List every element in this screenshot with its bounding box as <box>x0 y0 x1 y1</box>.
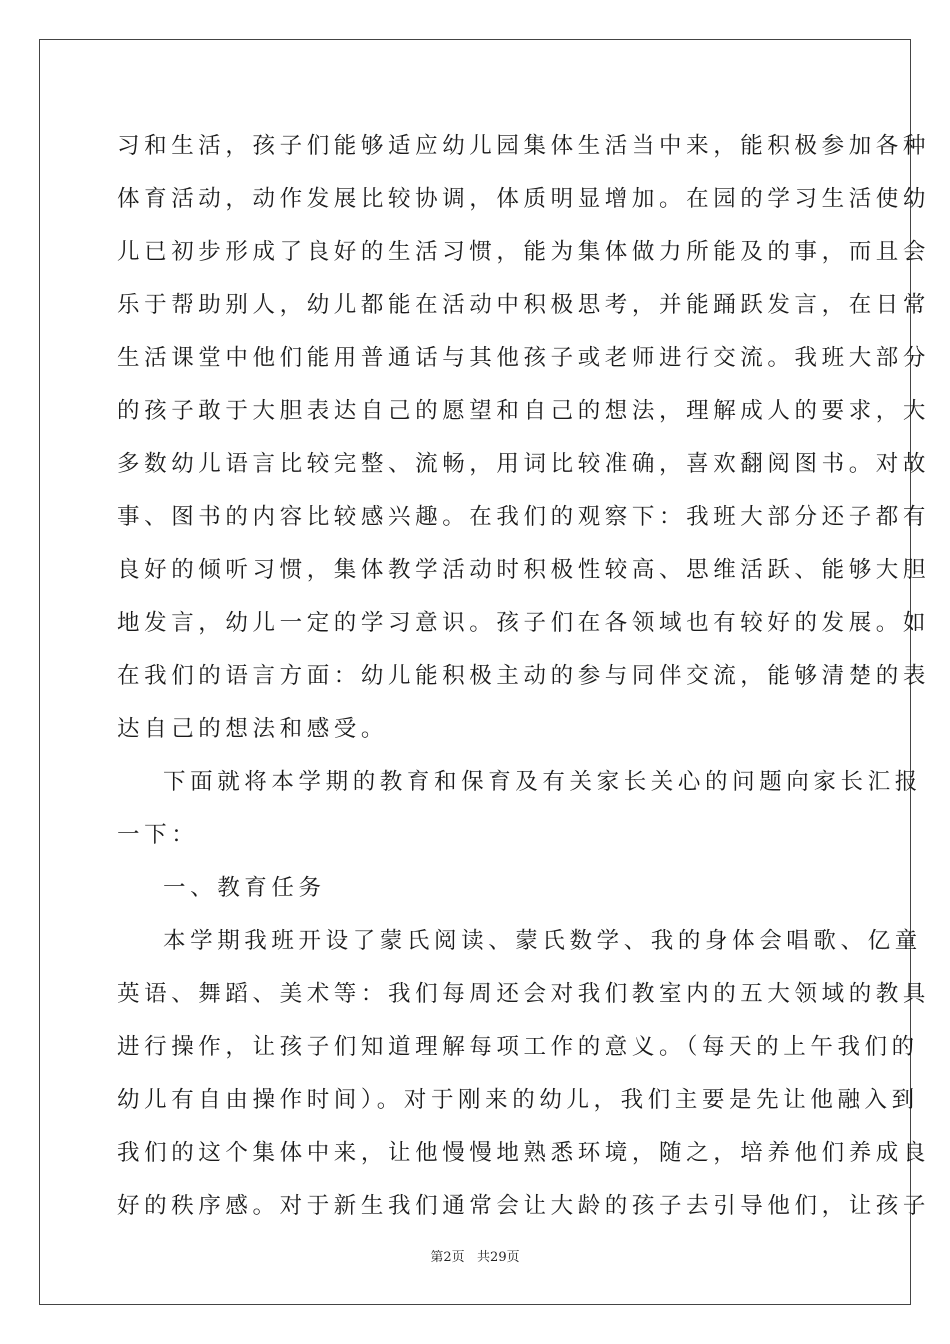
text-line: 一、教育任务 <box>163 875 326 901</box>
text-line: 进行操作，让孩子们知道理解每项工作的意义。（每天的上午我们的 <box>117 1034 919 1060</box>
text-line: 儿已初步形成了良好的生活习惯，能为集体做力所能及的事，而且会 <box>117 239 931 265</box>
text-line: 达自己的想法和感受。 <box>117 716 389 742</box>
text-line: 的孩子敢于大胆表达自己的愿望和自己的想法，理解成人的要求，大 <box>117 398 931 424</box>
text-line: 一下： <box>117 822 199 848</box>
text-line: 英语、舞蹈、美术等：我们每周还会对我们教室内的五大领域的教具 <box>117 981 931 1007</box>
text-line: 事、图书的内容比较感兴趣。在我们的观察下：我班大部分还子都有 <box>117 504 931 530</box>
text-line: 地发言，幼儿一定的学习意识。孩子们在各领域也有较好的发展。如 <box>117 610 931 636</box>
text-line: 习和生活，孩子们能够适应幼儿园集体生活当中来，能积极参加各种 <box>117 133 931 159</box>
text-line: 好的秩序感。对于新生我们通常会让大龄的孩子去引导他们，让孩子 <box>117 1193 931 1219</box>
text-line: 多数幼儿语言比较完整、流畅，用词比较准确，喜欢翻阅图书。对故 <box>117 451 931 477</box>
text-line: 良好的倾听习惯，集体教学活动时积极性较高、思维活跃、能够大胆 <box>117 557 931 583</box>
text-line: 本学期我班开设了蒙氏阅读、蒙氏数学、我的身体会唱歌、亿童 <box>163 928 922 954</box>
document-body <box>117 120 931 1233</box>
text-line: 乐于帮助别人，幼儿都能在活动中积极思考，并能踊跃发言，在日常 <box>117 292 931 318</box>
text-line: 幼儿有自由操作时间）。对于刚来的幼儿，我们主要是先让他融入到 <box>117 1087 919 1113</box>
text-line: 生活课堂中他们能用普通话与其他孩子或老师进行交流。我班大部分 <box>117 345 931 371</box>
text-line: 体育活动，动作发展比较协调，体质明显增加。在园的学习生活使幼 <box>117 186 931 212</box>
text-line: 下面就将本学期的教育和保育及有关家长关心的问题向家长汇报 <box>163 769 922 795</box>
text-line: 我们的这个集体中来，让他慢慢地熟悉环境，随之，培养他们养成良 <box>117 1140 931 1166</box>
text-line: 在我们的语言方面：幼儿能积极主动的参与同伴交流，能够清楚的表 <box>117 663 931 689</box>
page-number-footer: 第2页 共29页 <box>430 1250 520 1265</box>
